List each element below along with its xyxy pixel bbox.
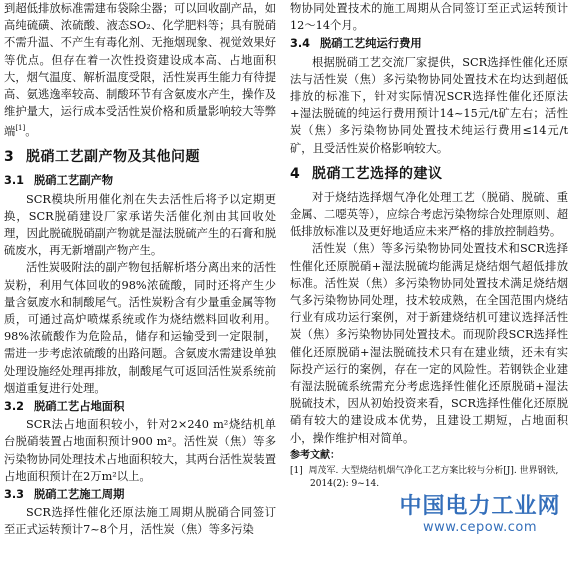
paragraph: SCR法占地面积较小，针对2×240 m²烧结机单台脱硝装置占地面积预计900 m²。活性炭（焦）等多污染物协同处理技术占地面积较大，其两台活性炭装置占地面积预计在2万m²以上。 bbox=[4, 418, 276, 483]
section-heading: 3 脱硝工艺副产物及其他问题 bbox=[4, 149, 200, 166]
subsection-heading: 3.1 脱硝工艺副产物 bbox=[4, 174, 114, 188]
left-column bbox=[4, 0, 276, 539]
right-column bbox=[290, 0, 568, 491]
subsection-heading: 3.2 脱硝工艺占地面积 bbox=[4, 400, 125, 414]
paragraph: SCR模块所用催化剂在失去活性后将予以定期更换，SCR脱硝建设厂家承诺失活催化剂由其回收处理，因此脱硫脱硝副产物就是湿法脱硫产生的石膏和脱硫废水，再无新增副产物产生。 bbox=[4, 192, 276, 258]
watermark-title: 中国电力工业网 bbox=[399, 494, 561, 519]
references-heading: 参考文献： bbox=[290, 449, 340, 461]
watermark-url: www.cepow.com bbox=[422, 520, 538, 535]
paragraph: 对于烧结选择烟气净化处理工艺（脱硝、脱硫、重金属、二噁英等），应综合考虑污染物综合处理原则、超低排放标准以及更好地适应未来严格的排放控制趋势。 bbox=[290, 190, 568, 239]
citation: [1] bbox=[15, 124, 26, 133]
watermark bbox=[390, 494, 570, 536]
subsection-heading: 3.4 脱硝工艺纯运行费用 bbox=[290, 37, 422, 51]
paragraph: 活性炭（焦）等多污染物协同处置技术和SCR选择性催化还原脱硝+湿法脱硫均能满足烧结烟气超低排放标准。活性炭（焦）多污染物协同处置技术满足烧结烟气多污染物协同处理，技术较成熟，在全国范围内烧结行业有成功运行案例，对于新建烧结机可建议选择活性炭（焦）多污染物协同处置技术。而现阶段SCR选择性催化还原脱硝+湿法脱硫技术只有在建业绩，还未有实际投产运行的案例，存在一定的风险性。若钢铁企业建有湿法脱硫系统需充分考虑选择性催化还原脱硝+湿法脱硫技术，因从初始投资来看，SCR选择性催化还原脱硝有较大的建设成本优势，且建设工期短，占地面积小，操作维护相对简单。 bbox=[290, 242, 568, 445]
paragraph: 根据脱硝工艺交流厂家提供，SCR选择性催化还原法与活性炭（焦）多污染物协同处置技术在均达到超低排放的标准下，针对实际情况SCR选择性催化还原法+湿法脱硫的纯运行费用预计14~15元/t矿左右；活性炭（焦）多污染物协同处置技术纯运行费用≤14元/t矿，且受活性炭价格影响较大。 bbox=[290, 55, 568, 155]
reference-item: [1] 周茂军. 大型烧结机烟气净化工艺方案比较与分析[J]. 世界钢铁, 2014(2): 9~14. bbox=[290, 465, 559, 489]
section-heading: 4 脱硝工艺选择的建议 bbox=[290, 165, 443, 182]
paragraph: 活性炭吸附法的副产物包括解析塔分离出来的活性炭粉，利用气体回收的98%浓硫酸，同时还将产生少量含氨废水和制酸尾气。活性炭粉含有少量重金属等物质，可通过高炉喷煤系统或作为烧结燃料回收利用。98%浓硫酸作为危险品，储存和运输受到一定限制，需进一步考虑浓硫酸的出路问题。含氨废水需建设单独处理设施经处理再排放，制酸尾气可返回活性炭系统前烟道重复进行处理。 bbox=[4, 261, 276, 395]
subsection-heading: 3.3 脱硝工艺施工周期 bbox=[4, 488, 125, 502]
paragraph: 到超低排放标准需建布袋除尘器；可以回收副产品，如高纯硫磺、浓硫酸、液态SO₂、化学肥料等；具有脱硝不需升温、不产生有毒化剂、无拖烟现象、视觉效果好等优点。但存在着一次性投资建设成本高、占地面积大，烟气温度、解析温度受限，活性炭再生能力有待提高、氨逃逸率较高、制酸环节有含氨废水产生，操作及维护量大，运行成本受活性炭价格和质量影响较大等弊端[1]。 bbox=[4, 2, 276, 139]
paragraph: SCR选择性催化还原法施工周期从脱硝合同签订至正式运转预计7~8个月，活性炭（焦）等多污染 bbox=[4, 506, 276, 537]
paragraph: 物协同处置技术的施工周期从合同签订至正式运转预计12～14个月。 bbox=[290, 2, 568, 33]
